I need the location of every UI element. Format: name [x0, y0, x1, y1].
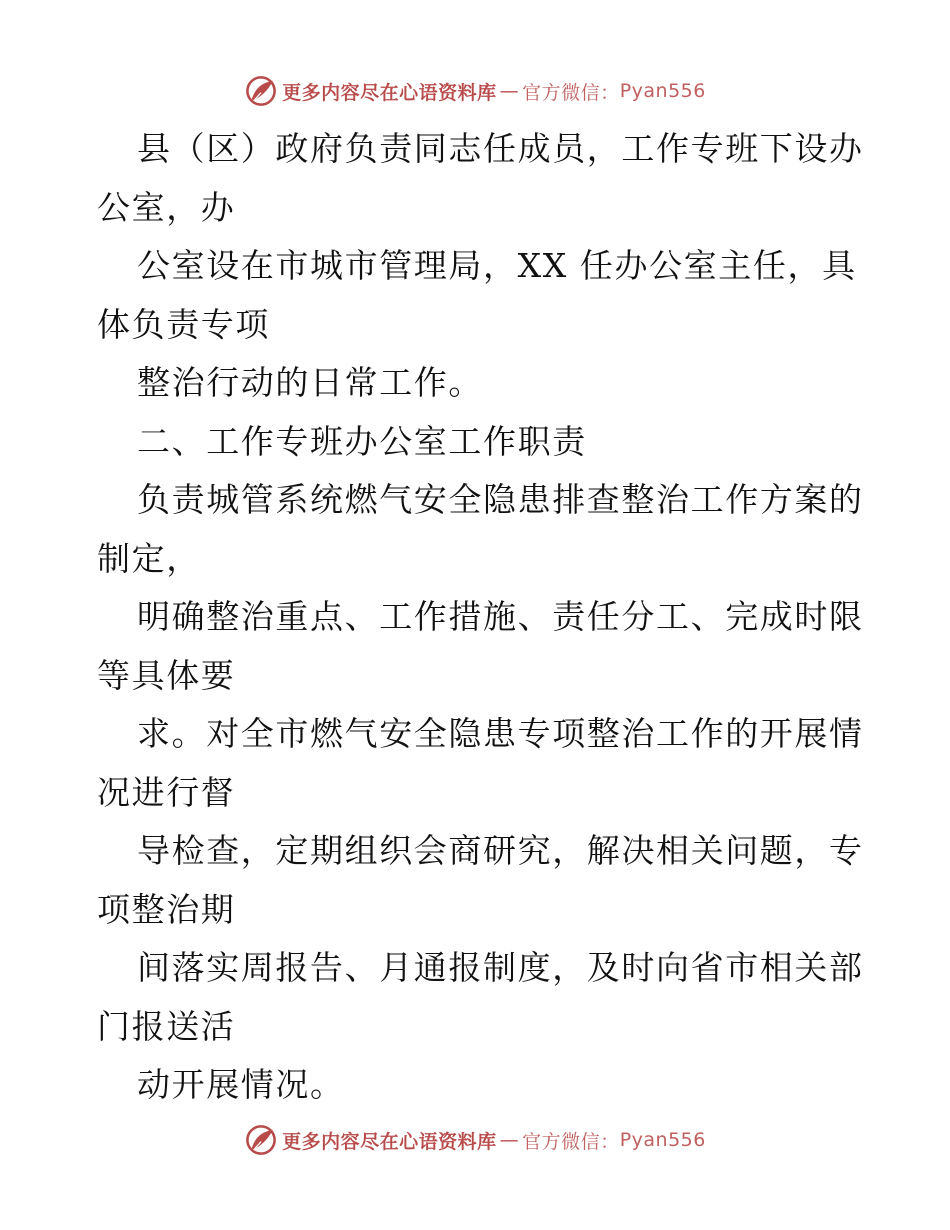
document-body	[97, 120, 864, 1115]
watermark-separator: —	[499, 1129, 520, 1151]
watermark-wechat-id: Pyan556	[619, 80, 706, 102]
watermark-separator: —	[499, 80, 520, 102]
text-line: 导检查，定期组织会商研究，解决相关问题，专	[137, 831, 864, 870]
text-line: 公室设在市城市管理局，XX 任办公室主任，具	[137, 246, 857, 285]
watermark-wechat-label: 官方微信：	[522, 81, 620, 104]
text-line: 整治行动的日常工作。	[137, 363, 483, 402]
text-line: 动开展情况。	[137, 1065, 345, 1104]
text-line: 县（区）政府负责同志任成员，工作专班下设办	[137, 129, 864, 168]
text-line: 项整治期	[97, 889, 236, 929]
watermark-wechat-label: 官方微信：	[522, 1130, 620, 1153]
text-line: 负责城管系统燃气安全隐患排查整治工作方案的	[137, 480, 864, 519]
watermark-wechat-id: Pyan556	[619, 1129, 706, 1151]
pen-nib-logo-icon	[244, 1123, 278, 1157]
text-line: 等具体要	[97, 655, 236, 695]
text-line: 明确整治重点、工作措施、责任分工、完成时限	[137, 597, 864, 636]
footer-watermark	[0, 1120, 950, 1160]
text-line: 求。对全市燃气安全隐患专项整治工作的开展情	[137, 714, 864, 753]
watermark-brand: 更多内容尽在心语资料库	[282, 81, 497, 104]
text-line: 间落实周报告、月通报制度，及时向省市相关部	[137, 948, 864, 987]
section-heading: 二、工作专班办公室工作职责	[137, 421, 587, 461]
text-line: 门报送活	[97, 1006, 236, 1046]
watermark-brand: 更多内容尽在心语资料库	[282, 1130, 497, 1153]
text-line: 况进行督	[97, 772, 236, 812]
text-line: 体负责专项	[97, 304, 270, 344]
pen-nib-logo-icon	[244, 74, 278, 108]
header-watermark	[0, 71, 950, 111]
text-line: 公室，办	[97, 187, 236, 227]
text-line: 制定，	[97, 538, 201, 578]
